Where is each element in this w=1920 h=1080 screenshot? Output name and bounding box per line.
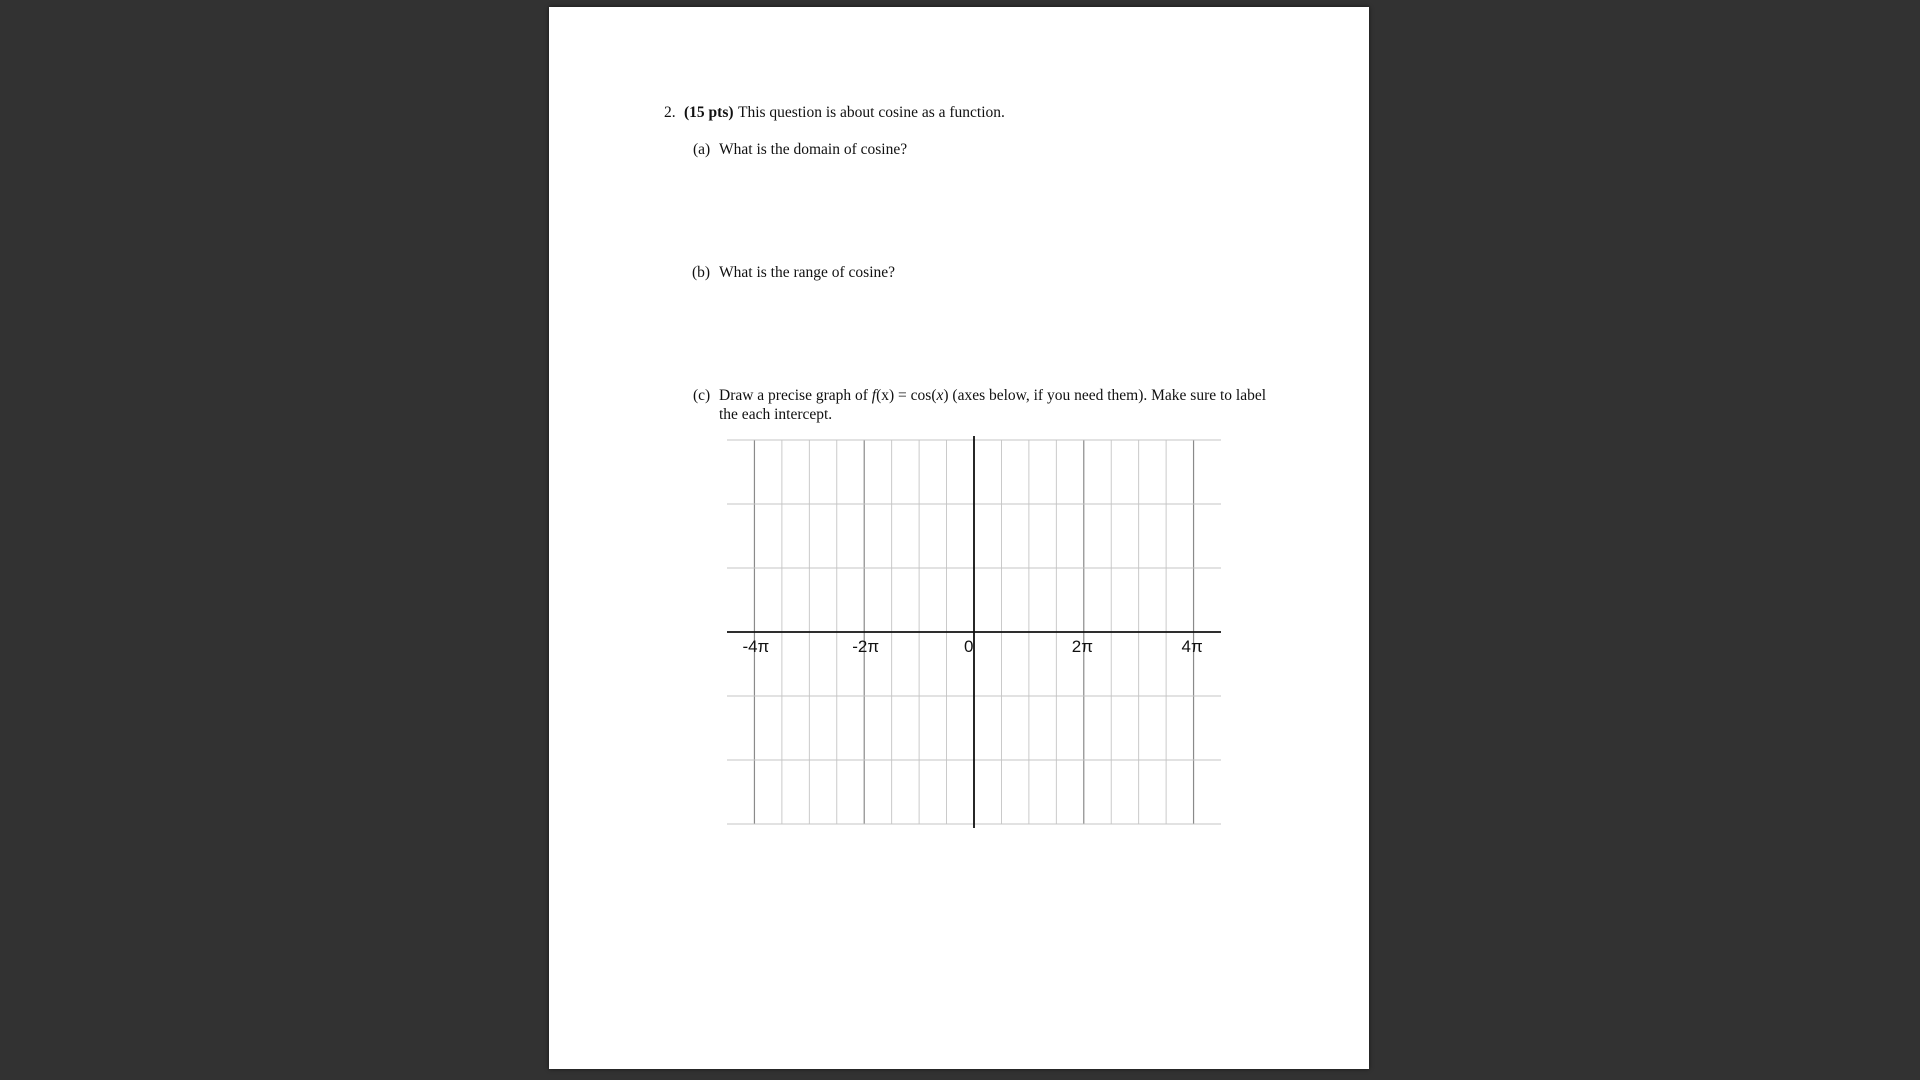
part-c-math-f: f (871, 387, 877, 404)
axis-layer (727, 436, 1221, 828)
part-b-text: What is the range of cosine? (719, 264, 896, 281)
part-c-text-before: Draw a precise graph of (719, 387, 872, 404)
part-c-text-after: (axes below, if you need them). Make sure to label the each intercept. (719, 387, 1267, 423)
question-number: 2. (664, 104, 676, 121)
x-tick-label: 0 (964, 637, 974, 656)
part-c-label: (c) (693, 387, 711, 404)
part-a-label: (a) (693, 141, 711, 158)
part-b-label: (b) (692, 264, 711, 281)
question-text: This question is about cosine as a function. (738, 104, 1005, 121)
x-tick-label: -2π (852, 637, 880, 656)
part-c-math-fx: (x) = cos( (876, 387, 937, 404)
tick-label-layer (742, 637, 1202, 656)
part-a-text: What is the domain of cosine? (719, 141, 908, 158)
x-tick-label: 4π (1181, 637, 1203, 656)
question-points: (15 pts) (684, 104, 734, 121)
x-tick-label: -4π (742, 637, 770, 656)
part-c-math-close: ) (943, 387, 949, 404)
document-page (549, 7, 1369, 1069)
x-tick-label: 2π (1071, 637, 1093, 656)
part-c-math-x: x (936, 387, 944, 404)
cosine-axes-chart (549, 7, 1369, 1069)
